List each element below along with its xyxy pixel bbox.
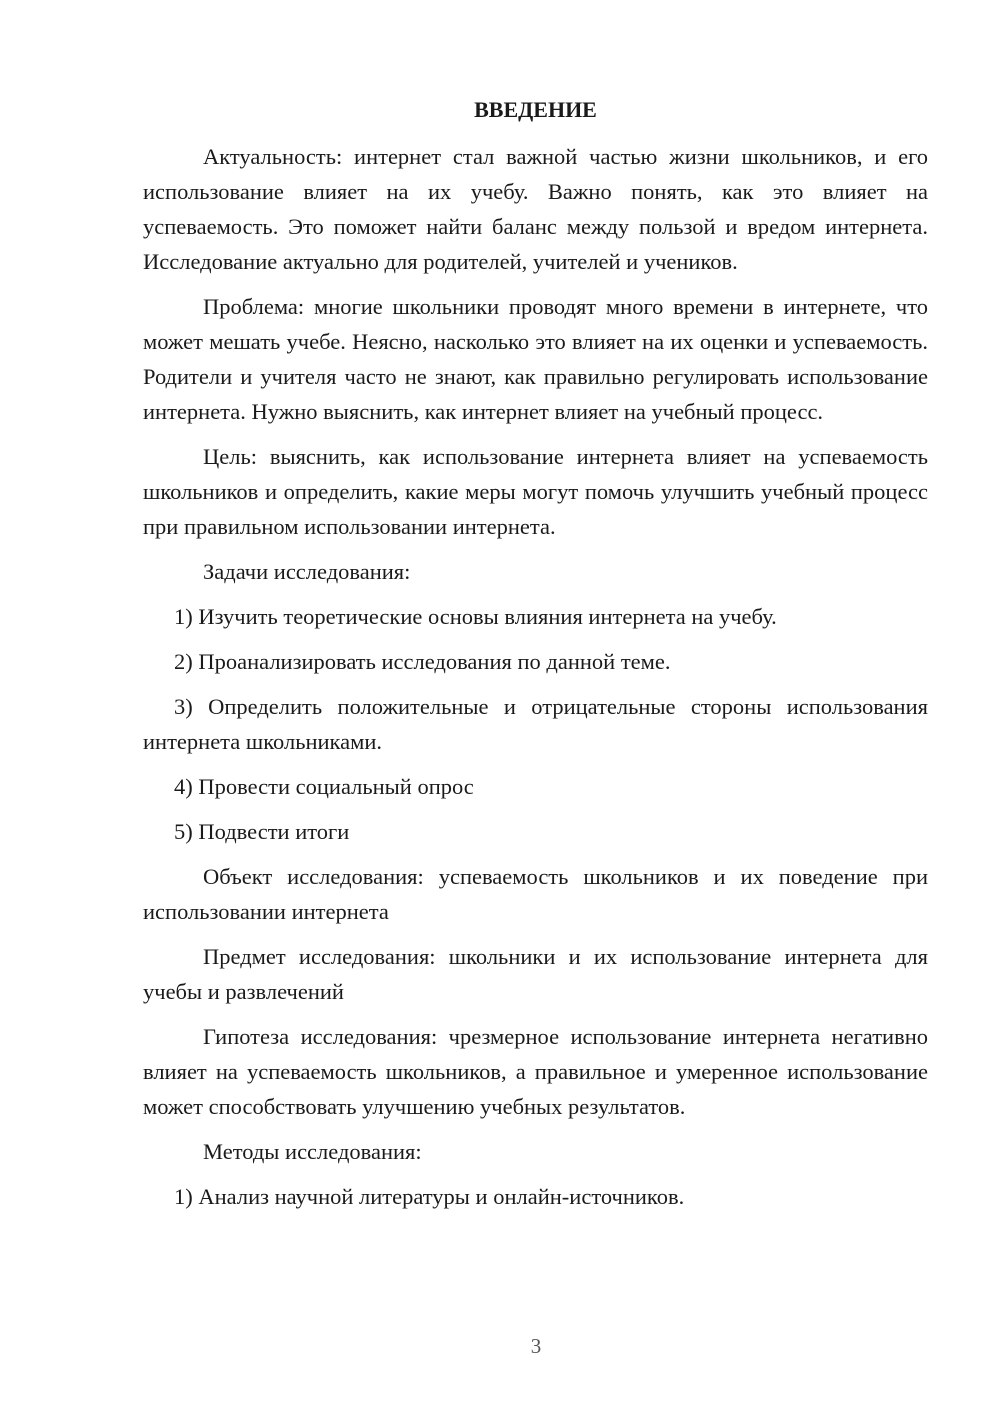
- page-number: 3: [530, 1334, 542, 1358]
- object-paragraph: Объект исследования: успеваемость школьников и их поведение при использовании интернета: [143, 864, 928, 924]
- task-item: 1) Изучить теоретические основы влияния интернета на учебу.: [174, 604, 777, 629]
- method-item: 1) Анализ научной литературы и онлайн-источников.: [174, 1184, 685, 1209]
- hypothesis-paragraph: Гипотеза исследования: чрезмерное использование интернета негативно влияет на успеваемость школьников, а правильное и умеренное использование может способствовать улучшению учебных результатов.: [143, 1024, 928, 1119]
- subject-paragraph: Предмет исследования: школьники и их использование интернета для учебы и развлечений: [143, 944, 928, 1004]
- task-item: 3) Определить положительные и отрицательные стороны использования интернета школьниками.: [143, 694, 928, 754]
- goal-paragraph: Цель: выяснить, как использование интернета влияет на успеваемость школьников и определить, какие меры могут помочь улучшить учебный процесс при правильном использовании интернета.: [143, 444, 928, 539]
- page-body: [143, 92, 928, 1224]
- section-title: ВВЕДЕНИЕ: [474, 97, 597, 122]
- task-item: 4) Провести социальный опрос: [174, 774, 474, 799]
- problem-paragraph: Проблема: многие школьники проводят много времени в интернете, что может мешать учебе. Неясно, насколько это влияет на их оценки и успеваемость. Родители и учителя часто не знают, как правильно регулировать использование интернета. Нужно выяснить, как интернет влияет на учебный процесс.: [143, 294, 928, 424]
- relevance-paragraph: Актуальность: интернет стал важной частью жизни школьников, и его использование влияет на их учебу. Важно понять, как это влияет на успеваемость. Это поможет найти баланс между пользой и вредом интернета. Исследование актуально для родителей, учителей и учеников.: [143, 144, 928, 274]
- task-item: 2) Проанализировать исследования по данной теме.: [174, 649, 671, 674]
- tasks-heading: Задачи исследования:: [203, 559, 411, 584]
- task-item: 5) Подвести итоги: [174, 819, 350, 844]
- methods-heading: Методы исследования:: [203, 1139, 422, 1164]
